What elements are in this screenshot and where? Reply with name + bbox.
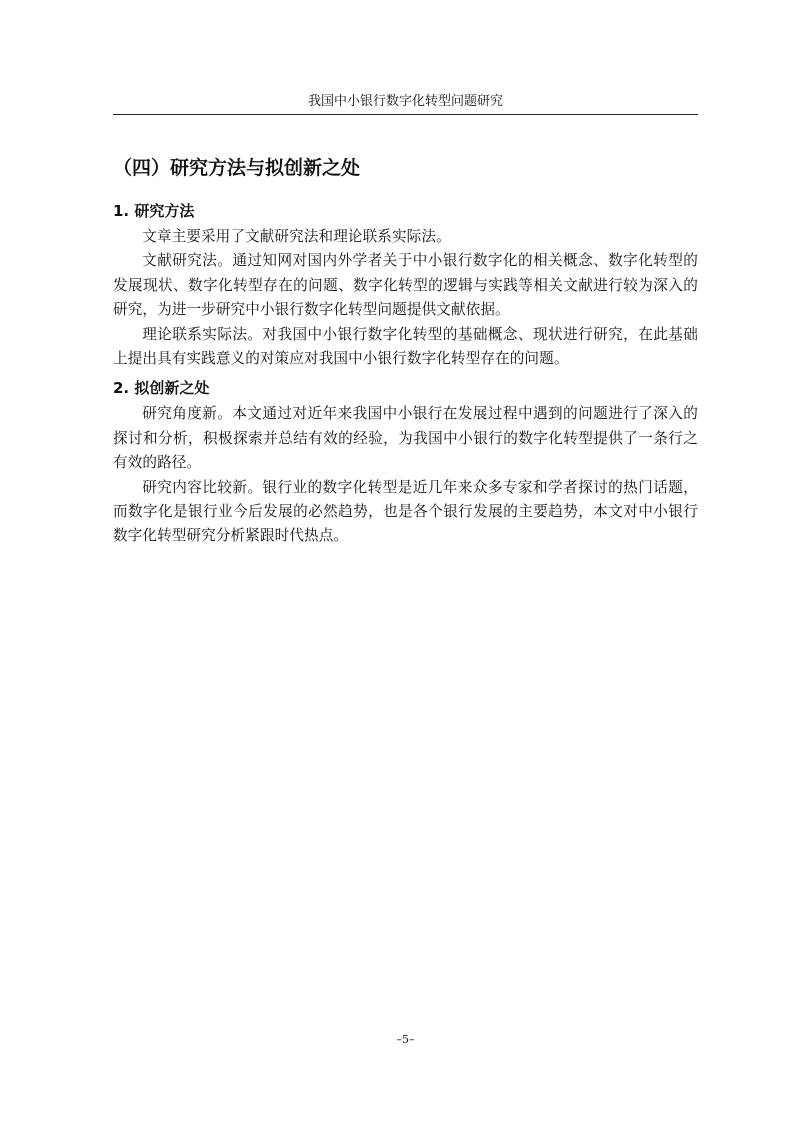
page-number: –5– [396, 1033, 415, 1046]
paragraph: 理论联系实际法。对我国中小银行数字化转型的基础概念、现状进行研究，在此基础上提出具有实践意义的对策应对我国中小银行数字化转型存在的问题。 [113, 325, 698, 368]
section-heading: （四）研究方法与拟创新之处 [113, 157, 361, 179]
paragraph: 文章主要采用了文献研究法和理论联系实际法。 [142, 228, 451, 245]
page-body [113, 155, 698, 549]
header-rule [113, 114, 698, 115]
paragraph: 文献研究法。通过知网对国内外学者关于中小银行数字化的相关概念、数字化转型的发展现状、数字化转型存在的问题、数字化转型的逻辑与实践等相关文献进行较为深入的研究，为进一步研究中小银行数字化转型问题提供文献依据。 [113, 252, 698, 319]
paragraph: 研究内容比较新。银行业的数字化转型是近几年来众多专家和学者探讨的热门话题，而数字化是银行业今后发展的必然趋势，也是各个银行发展的主要趋势，本文对中小银行数字化转型研究分析紧跟时代热点。 [113, 478, 698, 545]
paragraph: 研究角度新。本文通过对近年来我国中小银行在发展过程中遇到的问题进行了深入的探讨和分析，积极探索并总结有效的经验，为我国中小银行的数字化转型提供了一条行之有效的路径。 [113, 405, 698, 472]
running-header: 我国中小银行数字化转型问题研究 [307, 94, 503, 109]
subsection-research-methods [113, 200, 698, 371]
subsection-heading: 1. 研究方法 [113, 202, 195, 220]
subsection-heading: 2. 拟创新之处 [113, 379, 210, 398]
subsection-innovations [113, 377, 698, 548]
